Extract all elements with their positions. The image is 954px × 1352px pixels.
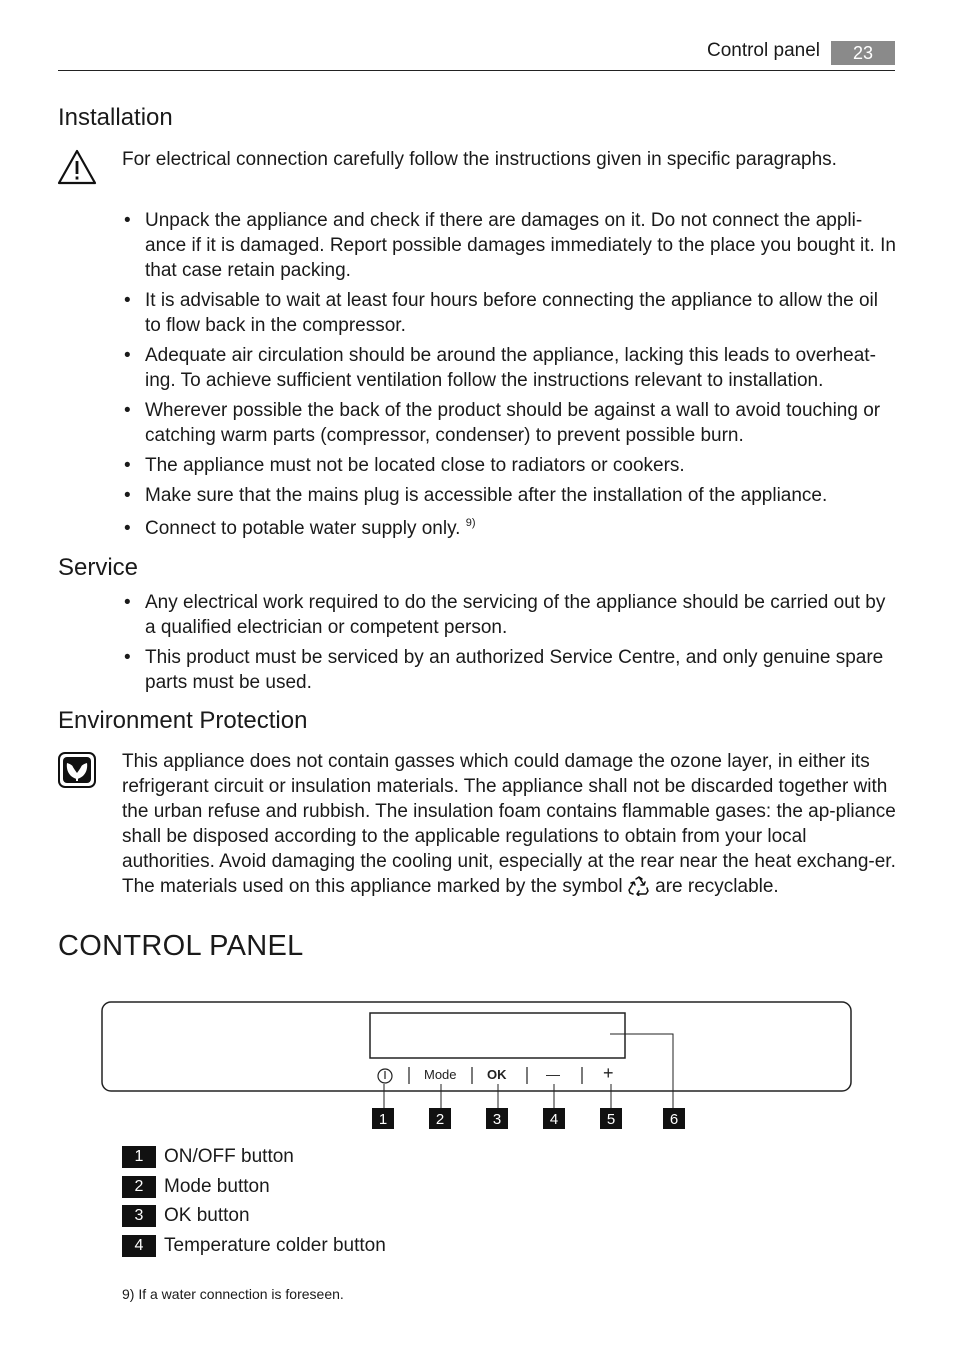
legend-number: 1 (122, 1146, 156, 1168)
minus-label: — (546, 1066, 560, 1082)
legend-number: 3 (122, 1205, 156, 1227)
callout-line (610, 1034, 673, 1108)
list-item: • Unpack the appliance and check if there are damages on it. Do not connect the appli-ance if it is damaged. Report possible damages immediately to the place you bought it. In that case retain packing. (122, 208, 897, 283)
header-rule (58, 70, 895, 71)
mode-label: Mode (424, 1067, 457, 1082)
legend-row (122, 1176, 270, 1198)
list-item: • The appliance must not be located close to radiators or cookers. (122, 453, 897, 478)
installation-warning-text: For electrical connection carefully follow the instructions given in specific paragraphs. (122, 149, 837, 170)
legend-number: 4 (122, 1235, 156, 1257)
panel-outline (102, 1002, 851, 1091)
plus-label: + (603, 1063, 614, 1083)
callout-number: 6 (669, 1111, 679, 1128)
callout-number: 2 (435, 1111, 445, 1128)
callout-number: 1 (378, 1111, 388, 1128)
page-number: 23 (831, 41, 895, 65)
control-panel-diagram (100, 1000, 855, 1135)
callout-number: 5 (606, 1111, 616, 1128)
service-heading: Service (58, 554, 139, 581)
list-item: • This product must be serviced by an authorized Service Centre, and only genuine spare parts must be used. (122, 645, 897, 695)
legend-number: 2 (122, 1176, 156, 1198)
legend-text: Mode button (164, 1176, 270, 1197)
recycle-icon (628, 876, 650, 896)
control-panel-heading: CONTROL PANEL (58, 930, 304, 962)
list-item (122, 516, 897, 541)
running-header-title: Control panel (706, 40, 820, 61)
callout-number: 3 (492, 1111, 502, 1128)
legend-text: Temperature colder button (164, 1235, 386, 1256)
installation-heading: Installation (58, 104, 173, 131)
service-bullet-list (122, 590, 897, 700)
environment-text (122, 749, 897, 899)
legend-row (122, 1146, 294, 1168)
environment-heading: Environment Protection (58, 707, 308, 734)
list-item: • Make sure that the mains plug is accessible after the installation of the appliance. (122, 483, 897, 508)
environment-text-body: This appliance does not contain gasses which could damage the ozone layer, in either its refrigerant circuit or insulation materials. The appliance shall not be discarded together with the urban refuse and rubbish. The insulation foam contains flammable gases: the ap-pliance shall be disposed according to the applicable regulations to obtain from your local authorities. Avoid damaging the cooling unit, especially at the rear near the heat exchang-er. The materials used on this appliance marked by the symbol (122, 751, 896, 897)
legend-row (122, 1235, 386, 1257)
list-item: • It is advisable to wait at least four hours before connecting the appliance to allow the oil to flow back in the compressor. (122, 288, 897, 338)
callout-number: 4 (549, 1111, 559, 1128)
warning-triangle-icon (57, 148, 97, 186)
ok-label: OK (487, 1067, 507, 1082)
footnote: 9) If a water connection is foreseen. (122, 1286, 344, 1302)
display-window (370, 1013, 625, 1058)
installation-bullet-list (122, 208, 897, 546)
legend-text: OK button (164, 1205, 250, 1226)
power-icon (378, 1069, 392, 1083)
legend-text: ON/OFF button (164, 1146, 294, 1167)
legend-row (122, 1205, 250, 1227)
list-item-text: Connect to potable water supply only. (145, 518, 461, 539)
environment-text-tail: are recyclable. (655, 876, 779, 897)
environment-leaf-icon (57, 751, 97, 789)
list-item: • Wherever possible the back of the product should be against a wall to avoid touching or catching warm parts (compressor, condenser) to prevent possible burn. (122, 398, 897, 448)
list-item: • Any electrical work required to do the servicing of the appliance should be carried out by a qualified electrician or competent person. (122, 590, 897, 640)
list-item: • Adequate air circulation should be around the appliance, lacking this leads to overheat-ing. To achieve sufficient ventilation follow the instructions relevant to installation. (122, 343, 897, 393)
footnote-ref: 9) (465, 517, 476, 529)
